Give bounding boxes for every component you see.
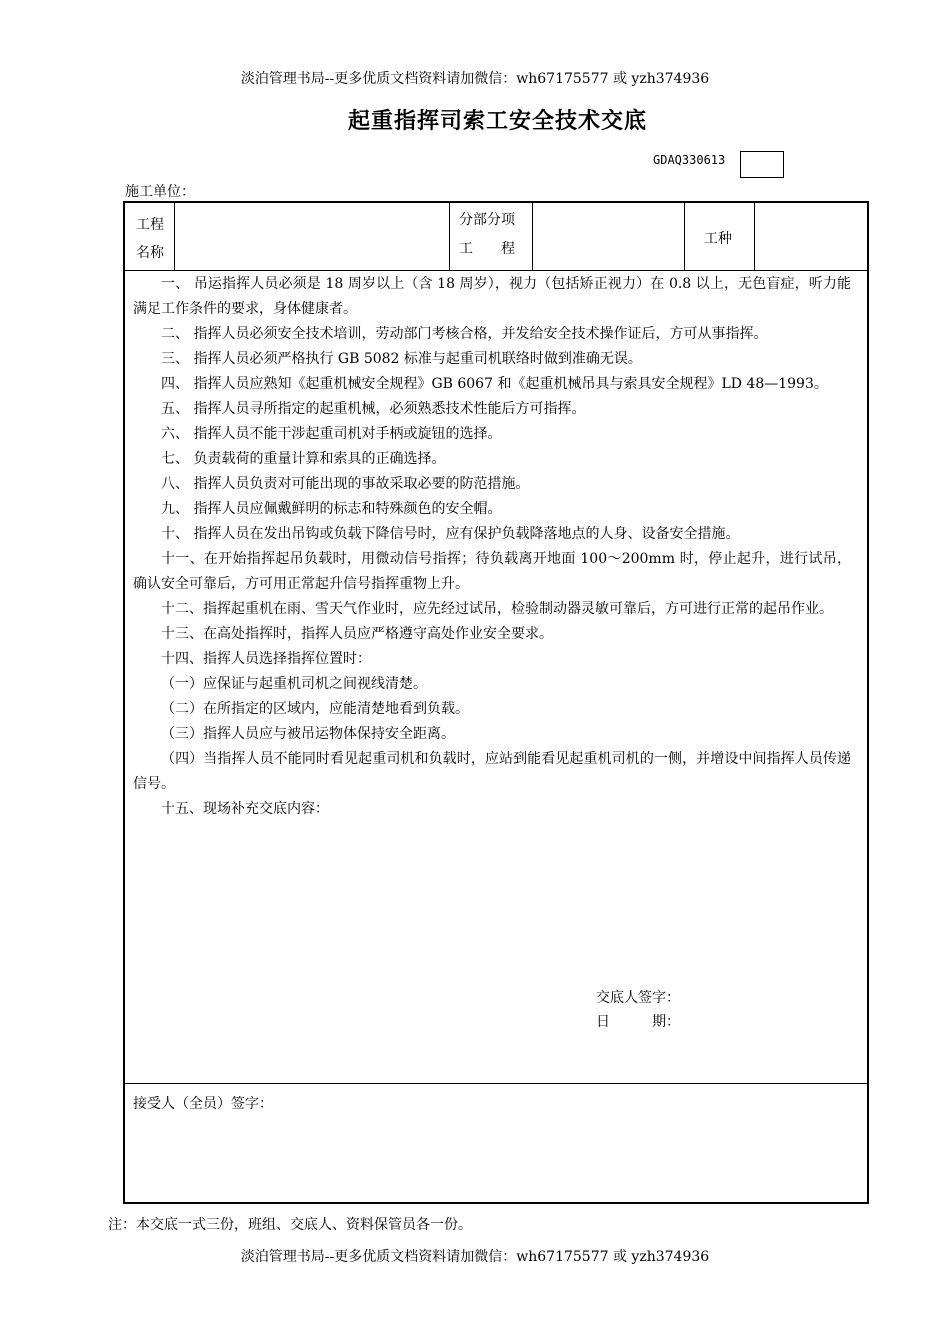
header-col-divider-1 (174, 202, 175, 270)
item-11: 十一、在开始指挥起吊负载时，用微动信号指挥；待负载离开地面 100～200mm 时，停止起升，进行试吊，确认安全可靠后，方可用正常起升信号指挥重物上升。 (133, 551, 851, 592)
document-code-box (740, 151, 784, 178)
subitem-label-line1: 分部分项 (459, 212, 515, 228)
receiver-signature-label: 接受人（全员）签字： (133, 1096, 273, 1112)
item-4: 四、 指挥人员应熟知《起重机械安全规程》GB 6067 和《起重机械吊具与索具安全规程》LD 48—1993。 (161, 376, 828, 392)
item-2: 二、 指挥人员必须安全技术培训，劳动部门考核合格，并发给安全技术操作证后，方可从事指挥。 (161, 326, 768, 342)
trade-value[interactable] (756, 204, 867, 268)
footer-watermark-text: 淡泊管理书局--更多优质文档资料请加微信：wh67175577 或 yzh374936 (240, 1249, 710, 1265)
header-watermark-text: 淡泊管理书局--更多优质文档资料请加微信：wh67175577 或 yzh374936 (240, 71, 710, 87)
trade-label: 工种 (704, 231, 732, 247)
item-5: 五、 指挥人员寻所指定的起重机械，必须熟悉技术性能后方可指挥。 (161, 401, 586, 417)
item-14-sub-3: （三）指挥人员应与被吊运物体保持安全距离。 (161, 726, 455, 742)
header-col-divider-3 (532, 202, 533, 270)
disclosure-date-label: 日 期： (596, 1014, 680, 1030)
item-14-sub-2: （二）在所指定的区域内，应能清楚地看到负载。 (161, 701, 469, 717)
item-9: 九、 指挥人员应佩戴鲜明的标志和特殊颜色的安全帽。 (161, 501, 502, 517)
disclosure-items (133, 272, 851, 822)
discloser-signature-block (596, 986, 680, 1034)
document-code: GDAQ330613 (653, 153, 726, 167)
footnote: 注：本交底一式三份，班组、交底人、资料保管员各一份。 (108, 1217, 472, 1233)
construction-unit-label: 施工单位： (125, 184, 195, 200)
item-10: 十、 指挥人员在发出吊钩或负载下降信号时，应有保护负载降落地点的人身、设备安全措施。 (161, 526, 740, 542)
item-14-sub-1: （一）应保证与起重机司机之间视线清楚。 (161, 676, 427, 692)
discloser-signature-label: 交底人签字： (596, 990, 680, 1006)
item-12: 十二、指挥起重机在雨、雪天气作业时，应先经过试吊，检验制动器灵敏可靠后，方可进行正常的起吊作业。 (161, 601, 833, 617)
project-name-label-line1: 工程 (136, 217, 164, 233)
project-name-label-line2: 名称 (136, 245, 164, 261)
project-name-value[interactable] (176, 204, 447, 268)
subitem-label-line2: 工 程 (459, 241, 515, 257)
item-15: 十五、现场补充交底内容： (161, 801, 329, 817)
item-14: 十四、指挥人员选择指挥位置时： (161, 651, 371, 667)
header-col-divider-5 (754, 202, 755, 270)
item-6: 六、 指挥人员不能干涉起重司机对手柄或旋钮的选择。 (161, 426, 502, 442)
item-3: 三、 指挥人员必须严格执行 GB 5082 标准与起重司机联络时做到准确无误。 (161, 351, 642, 367)
item-8: 八、 指挥人员负责对可能出现的事故采取必要的防范措施。 (161, 476, 530, 492)
header-col-divider-4 (684, 202, 685, 270)
header-row-divider (124, 270, 869, 271)
subitem-value[interactable] (534, 204, 682, 268)
item-7: 七、 负责载荷的重量计算和索具的正确选择。 (161, 451, 446, 467)
receiver-row-divider (124, 1083, 869, 1084)
item-14-sub-4: （四）当指挥人员不能同时看见起重司机和负载时，应站到能看见起重机司机的一侧，并增设中间指挥人员传递信号。 (133, 751, 851, 792)
item-1: 一、 吊运指挥人员必须是 18 周岁以上（含 18 周岁），视力（包括矫正视力）在 0.8 以上，无色盲症，听力能满足工作条件的要求，身体健康者。 (133, 276, 851, 317)
document-title: 起重指挥司索工安全技术交底 (347, 109, 647, 134)
item-13: 十三、在高处指挥时，指挥人员应严格遵守高处作业安全要求。 (161, 626, 553, 642)
header-col-divider-2 (449, 202, 450, 270)
